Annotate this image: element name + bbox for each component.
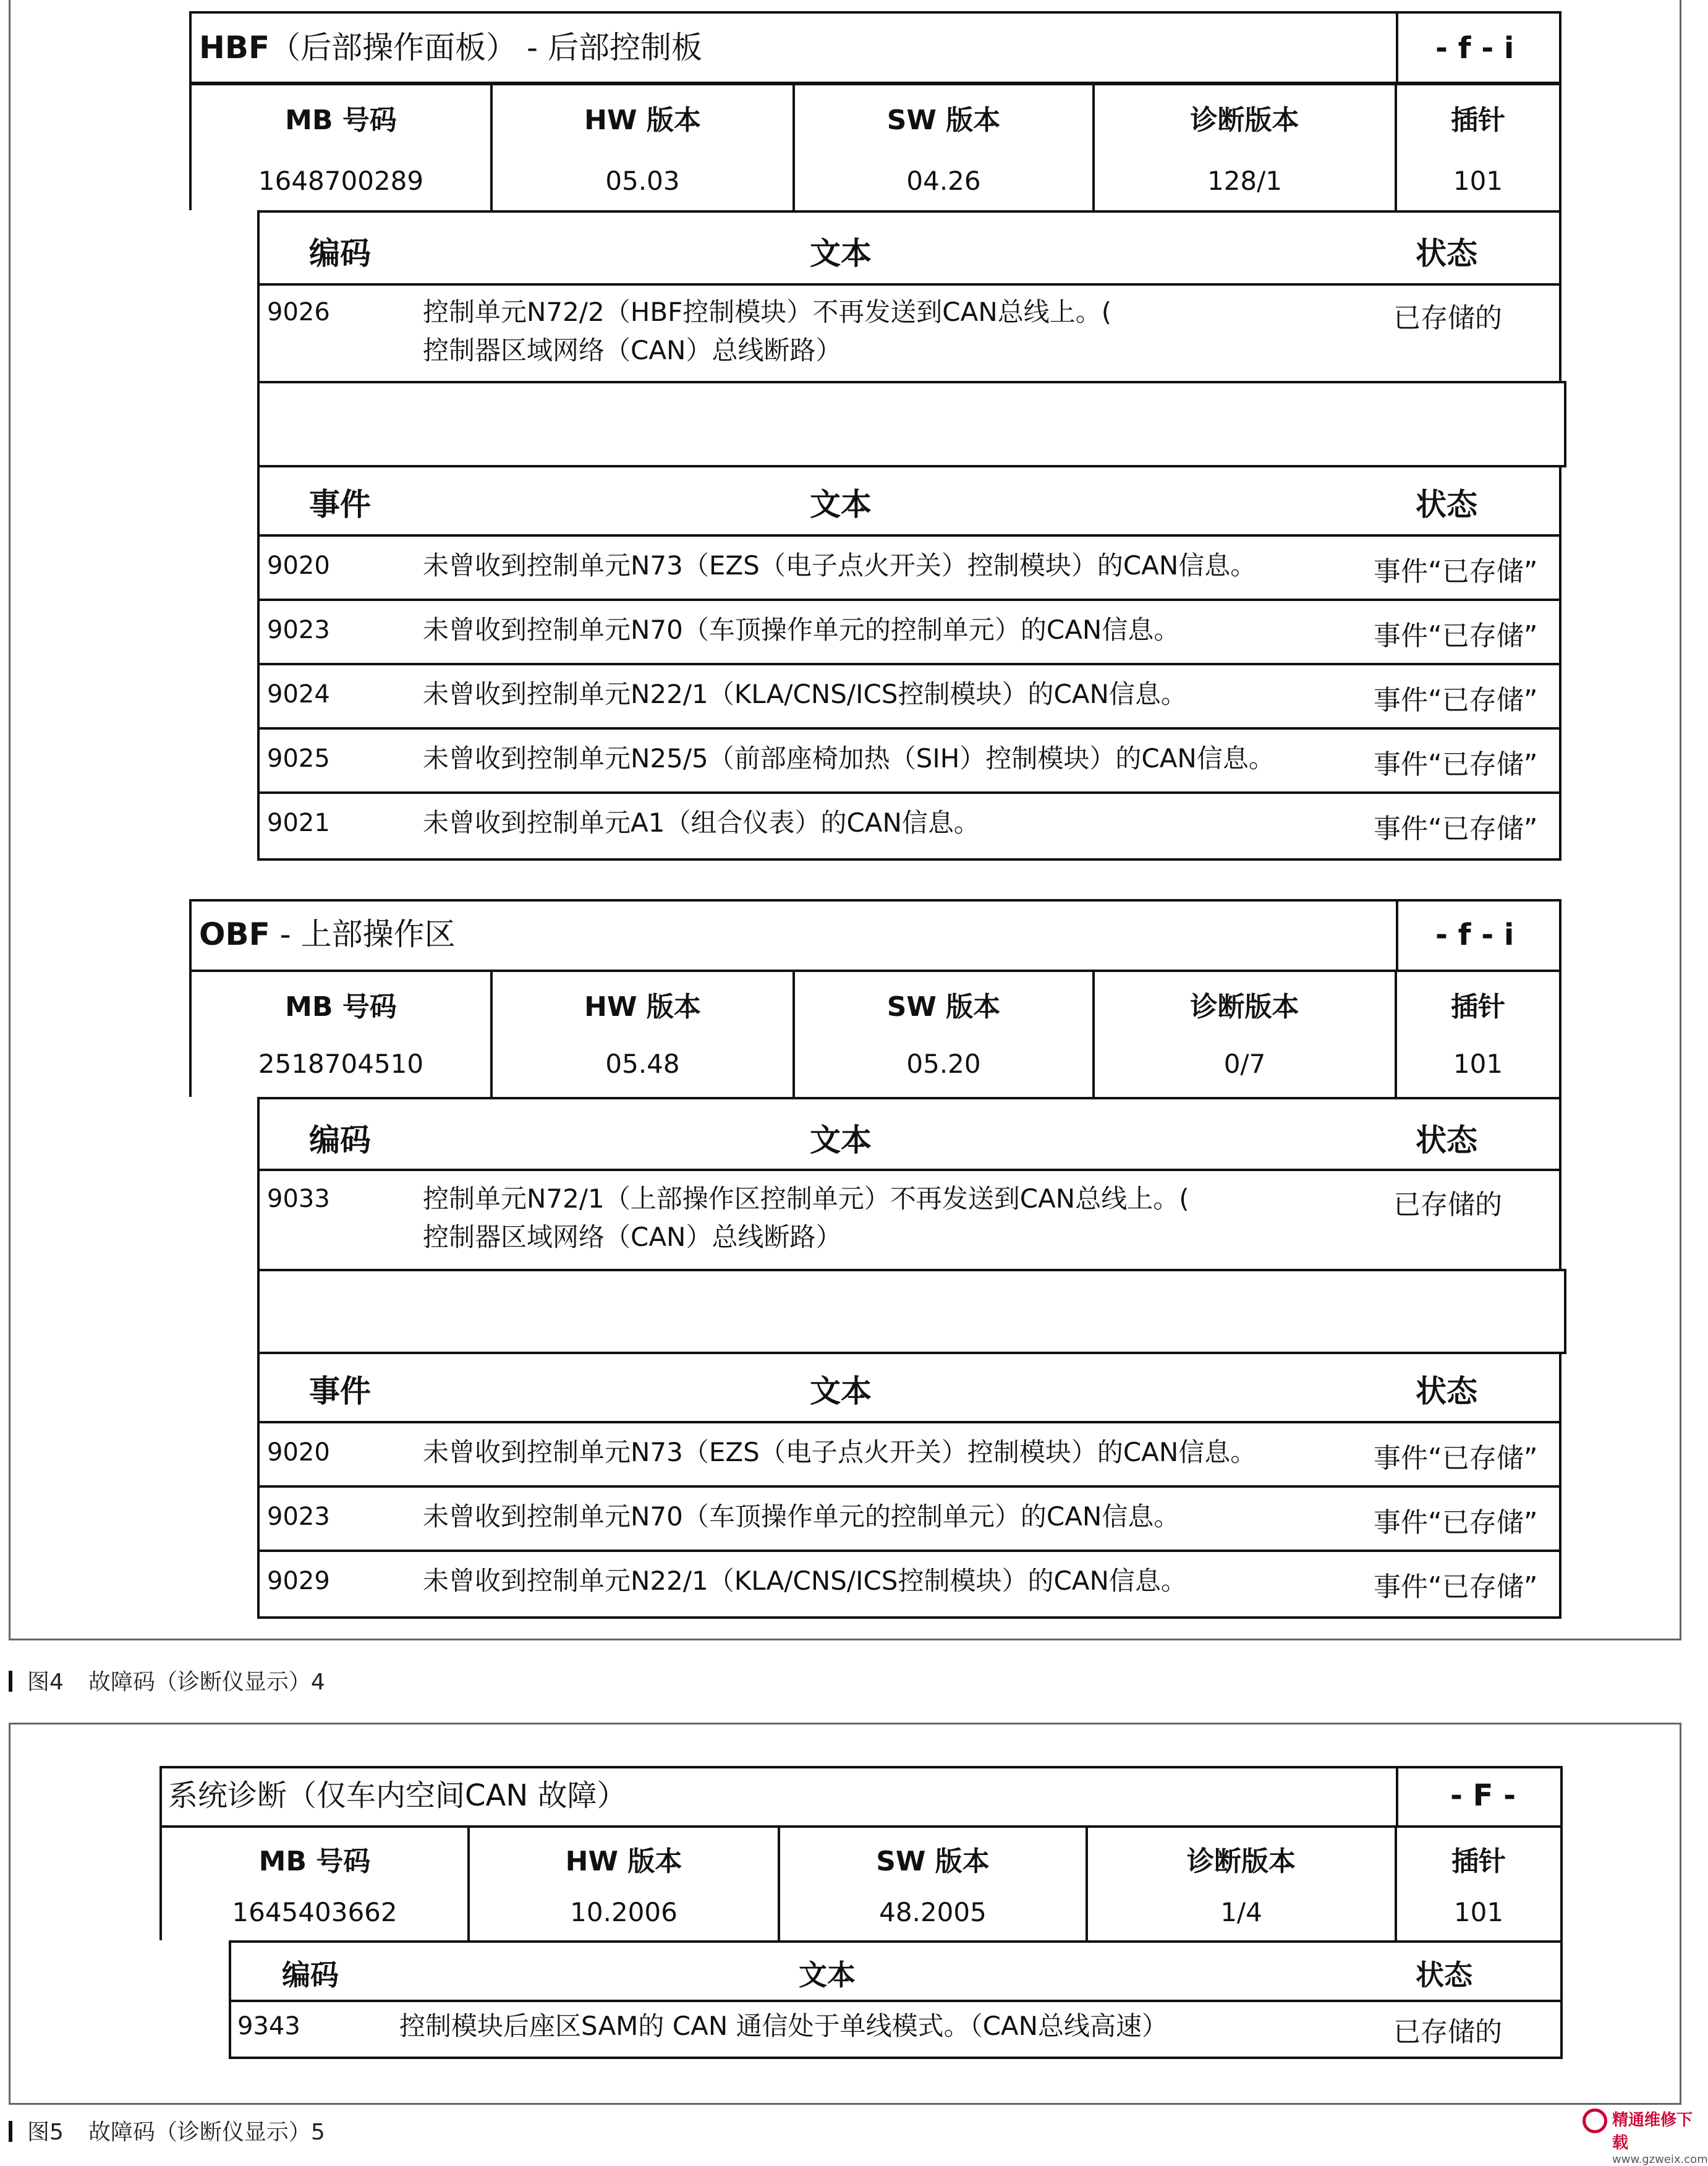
sys-code-row-status: 已存储的 [1393, 2016, 1502, 2048]
hbf-pin-header: 插针 [1451, 104, 1505, 136]
hbf-title-prefix: HBF [199, 30, 270, 66]
watermark [1612, 2107, 1708, 2166]
sys-panel-title: 系统诊断（仅车内空间CAN 故障） [168, 1778, 627, 1813]
hbf-event-row-code: 9024 [267, 680, 330, 709]
obf-code-col-code: 编码 [309, 1122, 371, 1158]
hbf-event-line-4 [257, 791, 1561, 794]
hbf-event-row-code: 9021 [267, 809, 330, 837]
hbf-event-row-status: 事件“已存储” [1374, 813, 1538, 845]
hbf-sw-value: 04.26 [906, 166, 981, 196]
hbf-pin-value: 101 [1453, 166, 1503, 196]
sys-hw-value: 10.2006 [570, 1897, 678, 1927]
obf-title-prefix: OBF [199, 916, 270, 952]
figure5-caption-label: 图5 [27, 2120, 64, 2145]
sys-code-col-text: 文本 [799, 1958, 856, 1992]
hbf-event-row-code: 9020 [267, 552, 330, 580]
figure4-caption-text: 故障码（诊断仪显示）4 [88, 1669, 325, 1695]
sys-diag-value: 1/4 [1220, 1897, 1262, 1927]
obf-code-row-status: 已存储的 [1393, 1189, 1502, 1221]
obf-sw-cell [795, 984, 1092, 1079]
obf-event-row-status: 事件“已存储” [1374, 1571, 1538, 1603]
hbf-code-col-text: 文本 [810, 236, 872, 271]
obf-code-col-status: 状态 [1416, 1122, 1477, 1158]
figure5-caption-text: 故障码（诊断仪显示）5 [88, 2120, 325, 2145]
obf-event-col-status: 状态 [1416, 1373, 1477, 1409]
sys-mb-cell [162, 1839, 467, 1927]
hbf-event-row-text: 未曾收到控制单元A1（组合仪表）的CAN信息。 [423, 808, 980, 838]
sys-hw-header: HW 版本 [565, 1846, 682, 1877]
hbf-event-row-code: 9025 [267, 744, 330, 773]
sys-code-header-line [229, 2000, 1563, 2002]
caption-bar-icon [9, 1671, 12, 1692]
hbf-event-row-text: 未曾收到控制单元N22/1（KLA/CNS/ICS控制模块）的CAN信息。 [423, 679, 1187, 709]
sys-flag: - F - [1450, 1778, 1516, 1813]
watermark-logo-icon [1583, 2108, 1607, 2133]
obf-event-row-status: 事件“已存储” [1374, 1443, 1538, 1474]
obf-sw-header: SW 版本 [886, 991, 1001, 1023]
obf-hw-cell [493, 984, 792, 1079]
sys-hw-cell [470, 1839, 778, 1927]
obf-hw-header: HW 版本 [584, 991, 701, 1023]
sys-code-col-code: 编码 [282, 1958, 339, 1992]
obf-event-row-code: 9020 [267, 1438, 330, 1467]
obf-event-row-text: 未曾收到控制单元N22/1（KLA/CNS/ICS控制模块）的CAN信息。 [423, 1566, 1187, 1596]
obf-panel-title [199, 916, 456, 952]
obf-code-header-line [257, 1169, 1561, 1171]
hbf-hw-header: HW 版本 [584, 104, 701, 136]
sys-diag-header: 诊断版本 [1187, 1846, 1296, 1877]
obf-code-row-text: 控制单元N72/1（上部操作区控制单元）不再发送到CAN总线上。( 控制器区域网络（CAN）总线断路） [423, 1183, 1189, 1252]
obf-event-row-code: 9029 [267, 1567, 330, 1595]
hbf-empty-row [257, 381, 1566, 467]
hbf-event-line-0 [257, 534, 1561, 537]
hbf-code-row-text: 控制单元N72/2（HBF控制模块）不再发送到CAN总线上。( 控制器区域网络（CAN）总线断路） [423, 297, 1112, 365]
obf-code-row-code: 9033 [267, 1185, 330, 1213]
hbf-event-row-text: 未曾收到控制单元N25/5（前部座椅加热（SIH）控制模块）的CAN信息。 [423, 743, 1275, 774]
sys-sw-header: SW 版本 [876, 1846, 990, 1877]
hbf-hw-value: 05.03 [605, 166, 680, 196]
hbf-diag-value: 128/1 [1207, 166, 1283, 196]
obf-event-line-2 [257, 1550, 1561, 1552]
obf-event-line-1 [257, 1485, 1561, 1488]
obf-mb-cell [192, 984, 490, 1079]
sys-code-row-code: 9343 [237, 2012, 300, 2040]
sys-pin-header: 插针 [1451, 1846, 1506, 1877]
caption-bar-icon [9, 2121, 12, 2142]
sys-code-row-text: 控制模块后座区SAM的 CAN 通信处于单线模式。（CAN总线高速） [399, 2011, 1168, 2041]
obf-sw-value: 05.20 [906, 1049, 981, 1079]
hbf-event-row-status: 事件“已存储” [1374, 749, 1538, 780]
hbf-event-line-1 [257, 599, 1561, 601]
hbf-diag-header: 诊断版本 [1190, 104, 1299, 136]
hbf-event-row-text: 未曾收到控制单元N73（EZS（电子点火开关）控制模块）的CAN信息。 [423, 550, 1257, 581]
figure4-caption-label: 图4 [27, 1669, 64, 1695]
hbf-title-rest: （后部操作面板） - 后部控制板 [270, 30, 702, 66]
hbf-code-col-code: 编码 [309, 236, 371, 271]
hbf-event-row-status: 事件“已存储” [1374, 620, 1538, 652]
hbf-mb-header: MB 号码 [285, 104, 397, 136]
hbf-code-row-status: 已存储的 [1393, 302, 1502, 334]
hbf-code-col-status: 状态 [1416, 236, 1477, 271]
sys-mb-header: MB 号码 [258, 1846, 371, 1877]
hbf-event-col-text: 文本 [810, 487, 872, 522]
figure5-caption [9, 2115, 325, 2146]
hbf-event-row-code: 9023 [267, 616, 330, 644]
hbf-pin-cell [1397, 98, 1559, 196]
hbf-event-row-status: 事件“已存储” [1374, 556, 1538, 587]
obf-pin-header: 插针 [1451, 991, 1505, 1023]
sys-diag-cell [1088, 1839, 1395, 1927]
hbf-sw-cell [795, 98, 1092, 196]
sys-title-divider [1396, 1766, 1398, 1828]
watermark-text: 精通维修下载 [1612, 2111, 1693, 2152]
sys-mb-value: 1645403662 [232, 1897, 397, 1927]
obf-event-row-text: 未曾收到控制单元N70（车顶操作单元的控制单元）的CAN信息。 [423, 1501, 1180, 1532]
obf-event-col-event: 事件 [309, 1373, 371, 1409]
hbf-event-line-3 [257, 727, 1561, 730]
obf-event-line-0 [257, 1421, 1561, 1423]
obf-hw-value: 05.48 [605, 1049, 680, 1079]
sys-sw-value: 48.2005 [879, 1897, 987, 1927]
obf-mb-value: 2518704510 [258, 1049, 424, 1079]
obf-diag-value: 0/7 [1223, 1049, 1266, 1079]
hbf-event-col-event: 事件 [309, 487, 371, 522]
hbf-panel-title [199, 30, 702, 66]
hbf-code-header-line [257, 283, 1561, 286]
hbf-event-row-status: 事件“已存储” [1374, 684, 1538, 716]
obf-empty-row [257, 1269, 1566, 1354]
hbf-flag: - f - i [1435, 31, 1515, 66]
hbf-event-line-2 [257, 663, 1561, 665]
hbf-diag-cell [1095, 98, 1395, 196]
sys-pin-cell [1397, 1839, 1560, 1927]
figure4-caption [9, 1665, 325, 1696]
obf-pin-value: 101 [1453, 1049, 1503, 1079]
hbf-mb-cell [192, 98, 490, 196]
sys-pin-value: 101 [1453, 1897, 1504, 1927]
obf-event-col-text: 文本 [810, 1373, 872, 1409]
hbf-event-col-status: 状态 [1416, 487, 1477, 522]
hbf-code-row-code: 9026 [267, 298, 330, 326]
hbf-hw-cell [493, 98, 792, 196]
obf-title-rest: - 上部操作区 [270, 916, 456, 952]
obf-pin-cell [1397, 984, 1559, 1079]
hbf-title-divider [1396, 11, 1398, 84]
obf-code-col-text: 文本 [810, 1122, 872, 1158]
obf-event-row-status: 事件“已存储” [1374, 1507, 1538, 1538]
sys-sw-cell [780, 1839, 1086, 1927]
obf-event-row-code: 9023 [267, 1503, 330, 1531]
obf-flag: - f - i [1435, 918, 1515, 952]
hbf-mb-value: 1648700289 [258, 166, 424, 196]
sys-code-col-status: 状态 [1416, 1958, 1472, 1992]
obf-title-divider [1396, 899, 1398, 972]
hbf-sw-header: SW 版本 [886, 104, 1001, 136]
obf-diag-header: 诊断版本 [1190, 991, 1299, 1023]
hbf-event-row-text: 未曾收到控制单元N70（车顶操作单元的控制单元）的CAN信息。 [423, 615, 1180, 645]
obf-event-row-text: 未曾收到控制单元N73（EZS（电子点火开关）控制模块）的CAN信息。 [423, 1437, 1257, 1467]
obf-diag-cell [1095, 984, 1395, 1079]
obf-mb-header: MB 号码 [285, 991, 397, 1023]
watermark-url: www.gzweix.com [1612, 2153, 1708, 2166]
